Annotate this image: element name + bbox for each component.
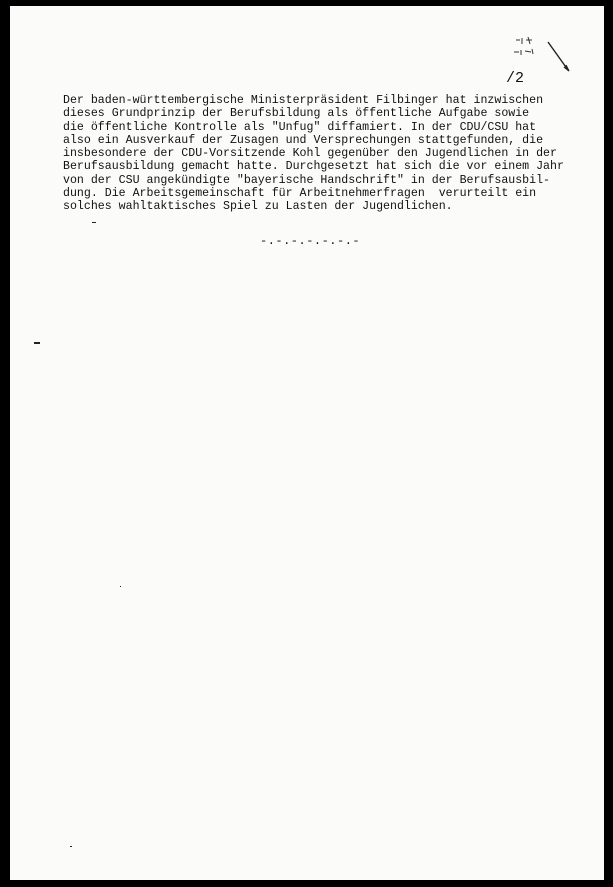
scan-border-bottom	[0, 880, 613, 887]
page-number: /2	[506, 70, 525, 87]
text-line: solches wahltaktisches Spiel zu Lasten der Jugendlichen.	[63, 200, 453, 213]
text-line: dung. Die Arbeitsgemeinschaft für Arbeitnehmerfragen verurteilt ein	[63, 186, 537, 200]
text-line: insbesondere der CDU-Vorsitzende Kohl gegenüber den Jugendlichen in der	[63, 147, 557, 160]
scan-speck	[70, 846, 72, 847]
section-divider: -.-.-.-.-.-.-	[260, 234, 361, 248]
body-paragraph	[63, 94, 603, 213]
scan-border-left	[0, 0, 10, 887]
text-line: dieses Grundprinzip der Berufsbildung als öffentliche Aufgabe sowie	[63, 107, 530, 121]
text-line: Der baden-württembergische Ministerpräsident Filbinger hat inzwischen	[63, 94, 544, 107]
text-line: also ein Ausverkauf der Zusagen und Versprechungen stattgefunden, die	[63, 133, 544, 147]
text-line: die öffentliche Kontrolle als "Unfug" diffamiert. In der CDU/CSU hat	[63, 120, 537, 134]
scan-border-right	[604, 0, 613, 887]
text-line: Berufsausbildung gemacht hatte. Durchgesetzt hat sich die vor einem Jahr	[63, 160, 564, 174]
scan-speck	[92, 222, 96, 223]
scan-speck	[120, 586, 121, 587]
text-line: von der CSU angekündigte "bayerische Handschrift" in der Berufsausbil-	[63, 173, 551, 187]
scan-speck	[34, 342, 40, 344]
document-page	[10, 6, 604, 880]
